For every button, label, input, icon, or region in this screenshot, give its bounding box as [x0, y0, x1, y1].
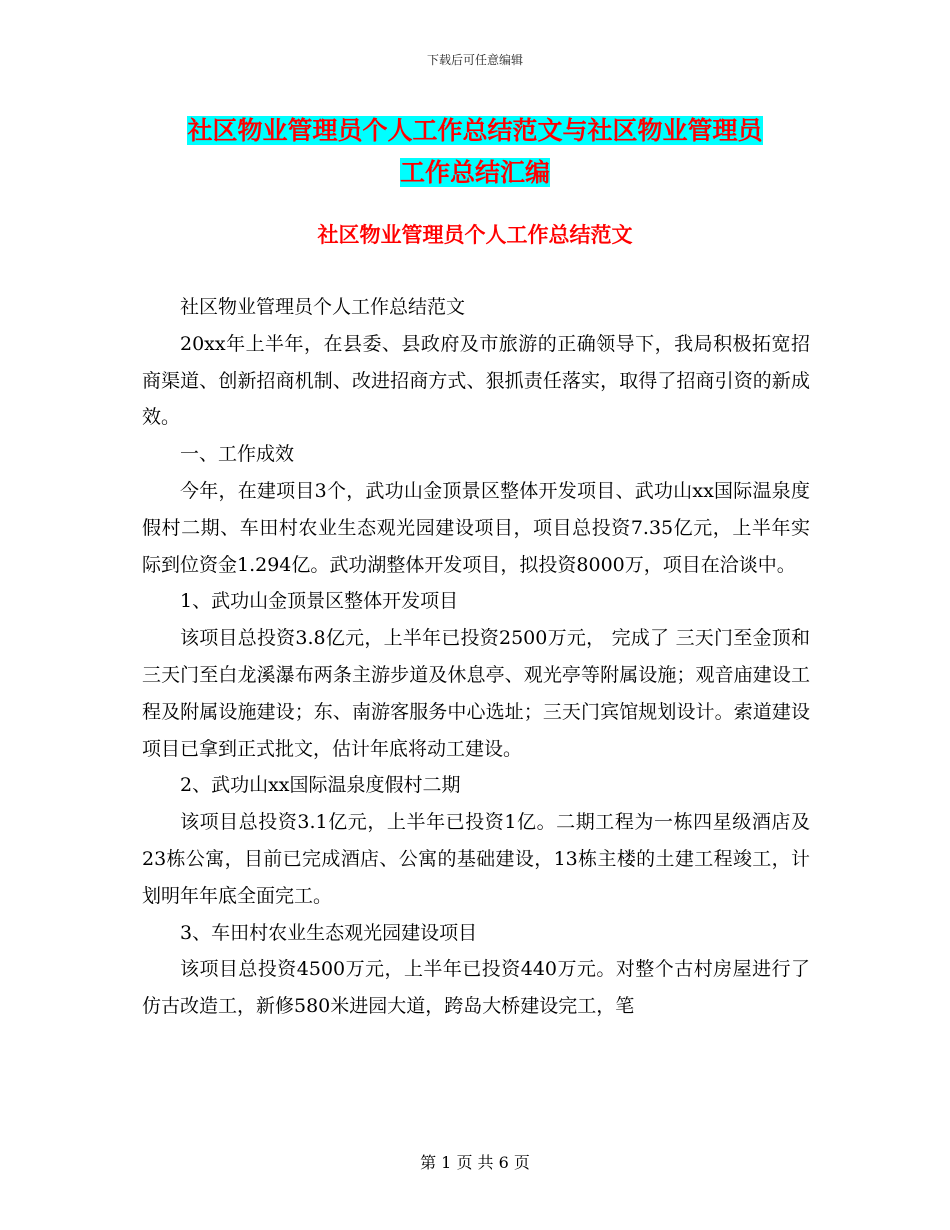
- paragraph-heading: 3、车田村农业生态观光园建设项目: [180, 921, 478, 944]
- paragraph: 该项目总投资3.8亿元，上半年已投资2500万元， 完成了 三天门至金顶和三天门至白龙溪瀑布两条主游步道及休息亭、观光亭等附属设施；观音庙建设工程及附属设施建设；东、南游客服务中心选址；三天门宾馆规划设计。索道建设项目已拿到正式批文，估计年底将动工建设。: [142, 627, 810, 760]
- paragraph: 20xx年上半年，在县委、县政府及市旅游的正确领导下，我局积极拓宽招商渠道、创新招商机制、改进招商方式、狠抓责任落实，取得了招商引资的新成效。: [142, 332, 810, 429]
- paragraph-heading: 1、武功山金顶景区整体开发项目: [180, 590, 459, 613]
- paragraph: 该项目总投资4500万元，上半年已投资440万元。对整个古村房屋进行了仿古改造工，新修580米进园大道，跨岛大桥建设完工，笔: [142, 958, 810, 1018]
- paragraph-heading: 2、武功山xx国际温泉度假村二期: [180, 774, 461, 797]
- page-header-note: 下载后可任意编辑: [426, 53, 523, 67]
- document-body: [142, 289, 810, 1025]
- document-title-line-2: 工作总结汇编: [399, 158, 550, 187]
- paragraph-heading: 一、工作成效: [180, 443, 295, 466]
- paragraph: 今年，在建项目3个，武功山金顶景区整体开发项目、武功山xx国际温泉度假村二期、车田村农业生态观光园建设项目，项目总投资7.35亿元，上半年实际到位资金1.294亿。武功湖整体开发项目，拟投资8000万，项目在洽谈中。: [142, 479, 810, 576]
- paragraph: 社区物业管理员个人工作总结范文: [180, 296, 466, 318]
- document-title: [140, 110, 810, 194]
- document-title-line-1: 社区物业管理员个人工作总结范文与社区物业管理员: [187, 116, 763, 145]
- paragraph: 该项目总投资3.1亿元，上半年已投资1亿。二期工程为一栋四星级酒店及23栋公寓，目前已完成酒店、公寓的基础建设，13栋主楼的土建工程竣工，计划明年年底全面完工。: [142, 811, 810, 907]
- page-number: 第 1 页 共 6 页: [420, 1153, 530, 1172]
- section-title: 社区物业管理员个人工作总结范文: [317, 223, 633, 247]
